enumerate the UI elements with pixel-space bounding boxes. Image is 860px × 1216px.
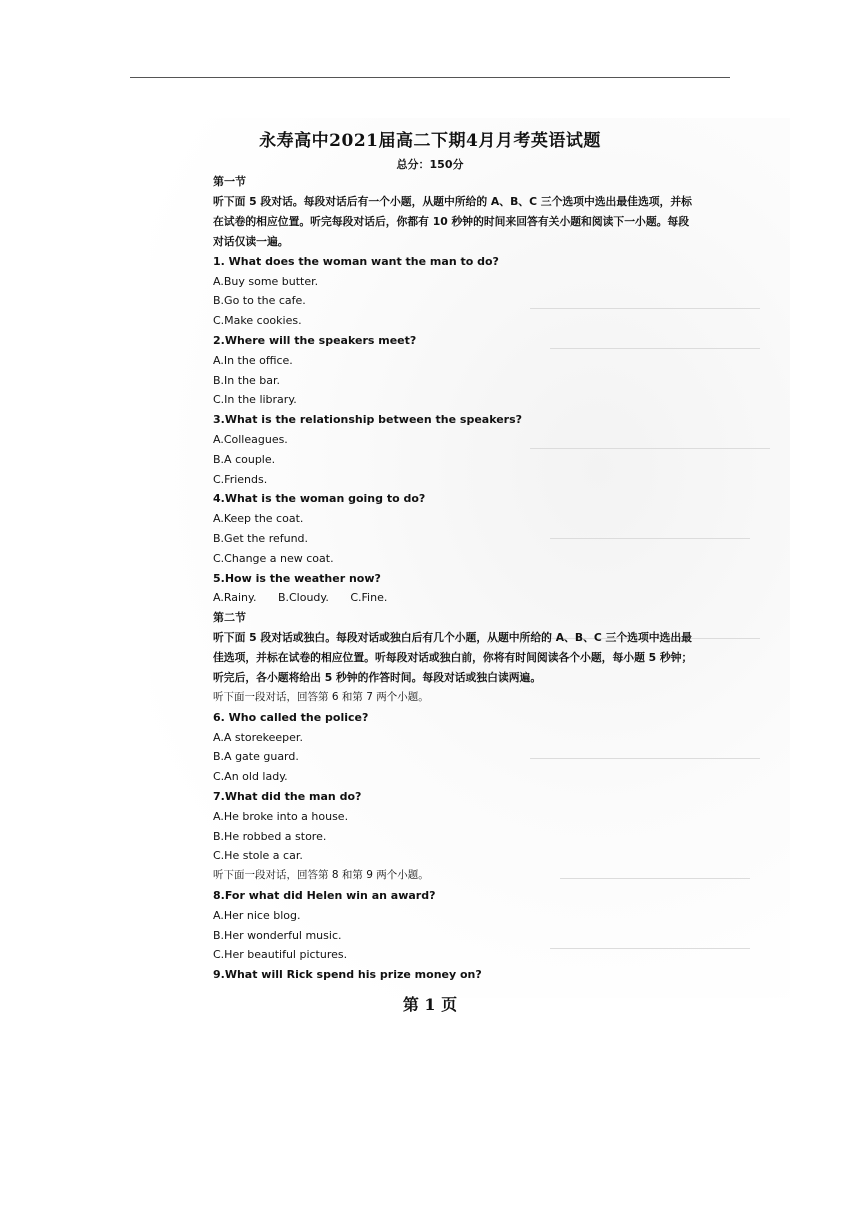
- option-3c: C.Friends.: [213, 472, 268, 486]
- question-5: 5.How is the weather now?: [213, 571, 381, 585]
- option-3a: A.Colleagues.: [213, 432, 288, 446]
- section2-instruction-1: 听下面 5 段对话或独白。每段对话或独白后有几个小题，从题中所给的 A、B、C 三个选项中选出最: [213, 630, 692, 644]
- option-4c: C.Change a new coat.: [213, 551, 334, 565]
- exam-content: [213, 172, 753, 985]
- total-score: 总分：150分: [396, 158, 464, 171]
- note-questions-6-7: 听下面一段对话，回答第 6 和第 7 两个小题。: [213, 690, 429, 703]
- option-8c: C.Her beautiful pictures.: [213, 948, 348, 962]
- option-5a: A.Rainy.: [213, 591, 257, 605]
- option-6b: B.A gate guard.: [213, 750, 299, 764]
- question-1: 1. What does the woman want the man to do?: [213, 254, 499, 268]
- section1-instruction-3: 对话仅读一遍。: [213, 234, 289, 248]
- note-questions-8-9: 听下面一段对话，回答第 8 和第 9 两个小题。: [213, 869, 429, 882]
- question-7: 7.What did the man do?: [213, 789, 362, 803]
- option-6a: A.A storekeeper.: [213, 730, 303, 744]
- question-4: 4.What is the woman going to do?: [213, 492, 426, 506]
- option-2c: C.In the library.: [213, 393, 297, 407]
- question-6: 6. Who called the police?: [213, 710, 369, 724]
- option-1a: A.Buy some butter.: [213, 274, 319, 288]
- option-8a: A.Her nice blog.: [213, 908, 301, 922]
- option-3b: B.A couple.: [213, 452, 276, 466]
- top-rule: [130, 77, 730, 78]
- page-number: 第 1 页: [402, 995, 458, 1014]
- section2-heading: 第二节: [213, 611, 246, 625]
- option-7b: B.He robbed a store.: [213, 829, 327, 843]
- option-5c: C.Fine.: [350, 591, 388, 605]
- section1-heading: 第一节: [213, 175, 246, 188]
- option-2a: A.In the office.: [213, 353, 293, 367]
- question-8: 8.For what did Helen win an award?: [213, 888, 436, 902]
- option-8b: B.Her wonderful music.: [213, 928, 342, 942]
- section2-instruction-2: 佳选项，并标在试卷的相应位置。听每段对话或独白前，你将有时间阅读各个小题，每小题 5 秒钟；: [213, 650, 693, 664]
- option-1c: C.Make cookies.: [213, 314, 302, 328]
- options-5: [213, 588, 753, 608]
- option-4a: A.Keep the coat.: [213, 512, 304, 526]
- question-2: 2.Where will the speakers meet?: [213, 333, 417, 347]
- option-6c: C.An old lady.: [213, 770, 288, 784]
- section1-instruction-1: 听下面 5 段对话。每段对话后有一个小题，从题中所给的 A、B、C 三个选项中选出最佳选项，并标: [213, 194, 692, 208]
- option-4b: B.Get the refund.: [213, 531, 309, 545]
- exam-title: 永寿高中2021届高二下期4月月考英语试题: [259, 131, 601, 151]
- section2-instruction-3: 听完后，各小题将给出 5 秒钟的作答时间。每段对话或独白读两遍。: [213, 670, 542, 684]
- option-5b: B.Cloudy.: [277, 591, 329, 605]
- option-1b: B.Go to the cafe.: [213, 294, 306, 308]
- option-7a: A.He broke into a house.: [213, 809, 349, 823]
- question-9: 9.What will Rick spend his prize money on?: [213, 968, 482, 982]
- section1-instruction-2: 在试卷的相应位置。听完每段对话后，你都有 10 秒钟的时间来回答有关小题和阅读下一小题。每段: [213, 214, 690, 228]
- option-7c: C.He stole a car.: [213, 849, 303, 863]
- option-2b: B.In the bar.: [213, 373, 281, 387]
- question-3: 3.What is the relationship between the speakers?: [213, 413, 523, 427]
